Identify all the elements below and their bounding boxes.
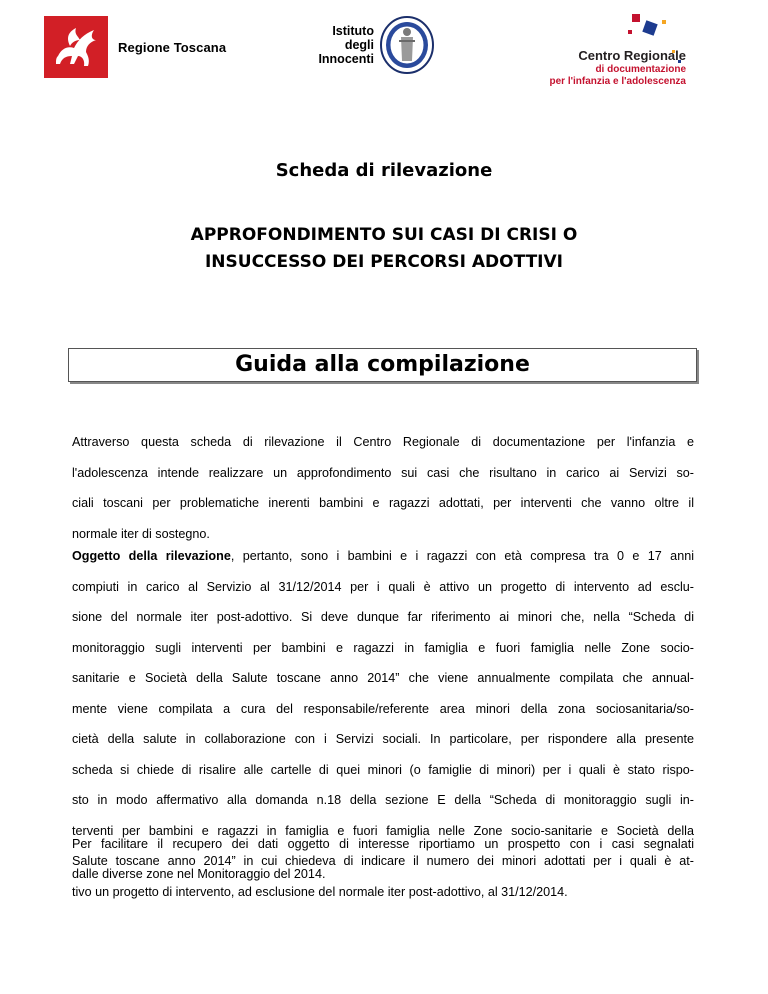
- paragraph-line: sione del normale iter post-adottivo. Si deve dunque far riferimento ai minori che, nella “Scheda di: [72, 610, 694, 624]
- paragraph-line: Salute toscane anno 2014” in cui chiedeva di indicare il numero dei minori adottati per i quali è at-: [72, 854, 694, 868]
- guide-title-box: Guida alla compilazione: [68, 348, 697, 382]
- paragraph-line: ciali toscani per problematiche inerenti bambini e ragazzi adottati, per interventi che vanno oltre il: [72, 496, 694, 510]
- closing-paragraph: [72, 829, 694, 889]
- main-title: [0, 222, 768, 276]
- object-label: Oggetto della rilevazione: [72, 549, 231, 563]
- pegasus-icon: [50, 22, 102, 72]
- main-title-line-2: INSUCCESSO DEI PERCORSI ADOTTIVI: [204, 252, 563, 272]
- square-icon: [642, 20, 657, 35]
- paragraph-line: mente viene compilata a cura del responsabile/referente area minori della zona sociosanitaria/so-: [72, 701, 694, 716]
- paragraph-line: l'adolescenza intende realizzare un approfondimento sui casi che risultano in carico ai Servizi so-: [72, 465, 694, 480]
- institute-name: Istituto degli Innocenti: [318, 24, 374, 66]
- paragraph-line: terventi per bambini e ragazzi in famiglia e fuori famiglia nelle Zone socio-sanitarie e Società della: [72, 823, 694, 838]
- paragraph-line: tivo un progetto di intervento, ad esclusione del normale iter post-adottivo, al 31/12/2014.: [72, 884, 568, 899]
- paragraph-line: compiuti in carico al Servizio al 31/12/2014 per i quali è attivo un progetto di intervento ad esclu-: [72, 579, 694, 594]
- centre-subtitle-2: per l'infanzia e l'adolescenza: [549, 76, 686, 87]
- regione-toscana-logo: [44, 16, 108, 78]
- centro-regionale-logo: [540, 10, 690, 90]
- paragraph-line: monitoraggio sugli interventi per bambini e ragazzi in famiglia e fuori famiglia nelle Zone socio-: [72, 640, 694, 655]
- paragraph-line: Per facilitare il recupero dei dati oggetto di interesse riportiamo un prospetto con i casi segnalati: [72, 837, 694, 851]
- main-title-line-1: APPROFONDIMENTO SUI CASI DI CRISI O: [190, 225, 578, 245]
- paragraph-line: [72, 541, 694, 572]
- paragraph-line: sto in modo affermativo alla domanda n.18 della sezione E della “Scheda di monitoraggio sugli in-: [72, 793, 694, 807]
- centre-title: Centro Regionale: [578, 48, 686, 63]
- sheet-title: Scheda di rilevazione: [275, 160, 493, 181]
- dot-icon: [628, 30, 632, 34]
- dot-icon: [662, 20, 666, 24]
- intro-paragraph: [72, 427, 694, 549]
- paragraph-line: normale iter di sostegno.: [72, 526, 210, 541]
- centre-subtitle: di documentazione: [595, 64, 686, 75]
- paragraph-line: Attraverso questa scheda di rilevazione il Centro Regionale di documentazione per l'infanzia e: [72, 435, 694, 449]
- dot-icon: [632, 14, 640, 22]
- paragraph-line: dalle diverse zone nel Monitoraggio del 2014.: [72, 867, 326, 881]
- paragraph-line: cietà della salute in collaborazione con i Servizi sociali. In particolare, per rispondere alla presente: [72, 732, 694, 746]
- region-label: Regione Toscana: [118, 40, 227, 55]
- page-header: [0, 0, 768, 110]
- paragraph-line: scheda si chiede di risalire alle cartelle di quei minori (o famiglie di minori) per i quali è stato rispo-: [72, 762, 694, 777]
- innocenti-medallion-icon: [379, 15, 435, 75]
- object-text: , pertanto, sono i bambini e i ragazzi con età compresa tra 0 e 17 anni: [230, 549, 694, 563]
- paragraph-line: sanitarie e Società della Salute toscane anno 2014” che viene annualmente compilata che annual-: [72, 671, 694, 685]
